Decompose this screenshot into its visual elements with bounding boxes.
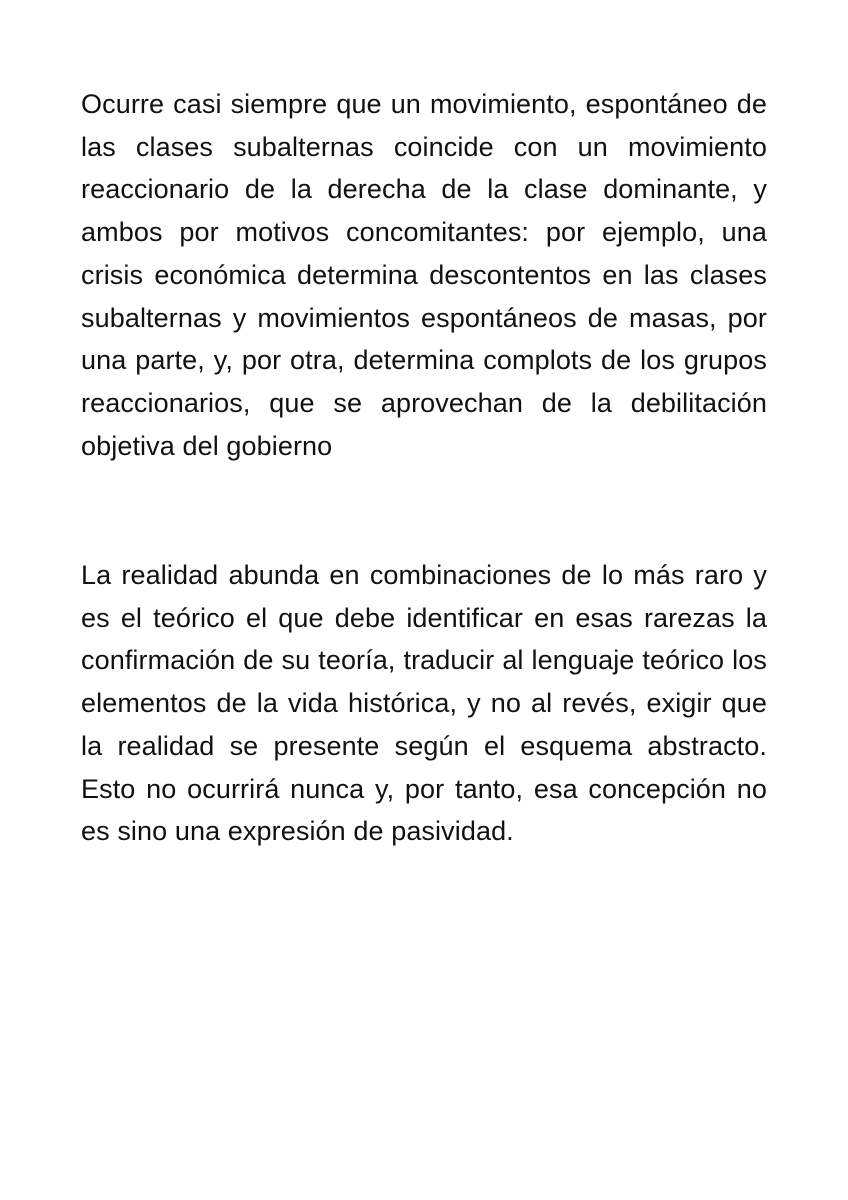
paragraph-1-text: Ocurre casi siempre que un movimiento, espontáneo de las clases subalternas coincide con un movimiento reaccionario de la derecha de la clase dominante, y ambos por motivos concomitantes: por ejemplo, una crisis económica determina descontentos en las clases subalternas y movimientos espontáneos de masas, por una parte, y, por otra, determina complots de los grupos reaccionarios, que se aprovechan de la debilitación objetiva del gobierno	[81, 89, 767, 461]
paragraph-2	[81, 554, 767, 853]
paragraph-2-text: La realidad abunda en combinaciones de lo más raro y es el teórico el que debe identificar en esas rarezas la confirmación de su teoría, traducir al lenguaje teórico los elementos de la vida histórica, y no al revés, exigir que la realidad se presente según el esquema abstracto. Esto no ocurrirá nunca y, por tanto, esa concepción no es sino una expresión de pasividad.	[81, 560, 767, 847]
paragraph-1	[81, 83, 767, 467]
